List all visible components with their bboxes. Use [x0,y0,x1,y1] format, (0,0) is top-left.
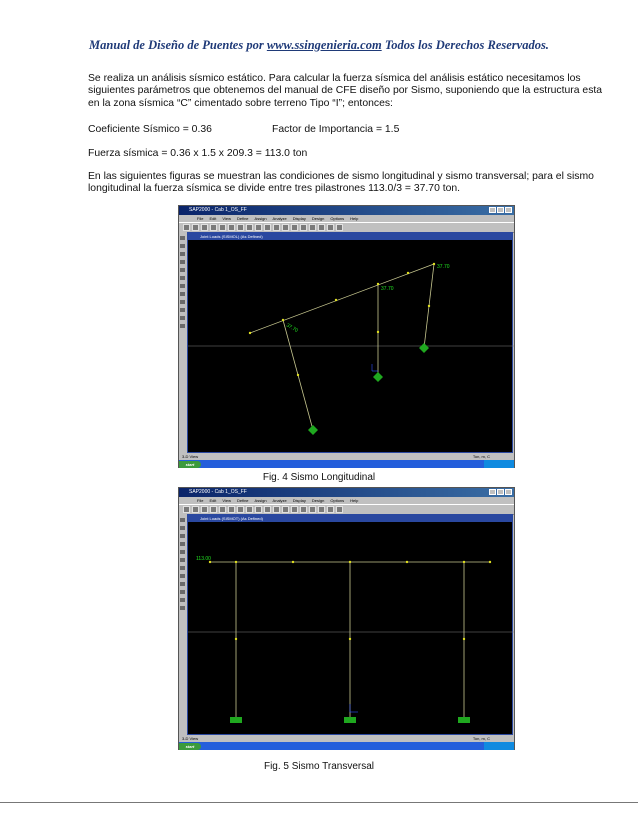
importance-factor: Factor de Importancia = 1.5 [272,124,400,135]
header-prefix: Manual de Diseño de Puentes por [89,38,267,52]
menu-design[interactable]: Design [311,498,325,503]
pane-title: Joint Loads (SISMOL) (As Defined) [188,233,512,240]
joint [349,638,351,640]
menu-define[interactable]: Define [236,498,249,503]
units-selector[interactable]: Ton, m, C [472,736,490,741]
figure-5-caption: Fig. 5 Sismo Transversal [263,761,375,772]
lock-icon[interactable] [237,506,244,513]
joint [489,561,491,563]
view-yz-icon[interactable] [309,224,316,231]
joint [463,561,465,563]
start-button[interactable]: start [179,461,201,468]
save-icon[interactable] [201,506,208,513]
draw-frame-icon[interactable] [180,244,185,248]
load-label: 37.70 [285,322,299,334]
rotate-icon[interactable] [318,506,325,513]
lock-icon[interactable] [237,224,244,231]
new-icon[interactable] [183,224,190,231]
window-title: SAP2000 - Cab 1_OS_FF [189,489,247,495]
support-icon [458,717,470,723]
joint [249,332,251,334]
menu-file[interactable]: File [197,498,204,503]
status-text: 3-D View [182,454,199,459]
save-icon[interactable] [201,224,208,231]
fy-icon[interactable] [180,590,185,594]
refresh-icon[interactable] [228,506,235,513]
minimize-button[interactable] [489,489,496,495]
menu-options[interactable]: Options [330,216,345,221]
run-icon[interactable] [246,506,253,513]
pan-icon[interactable] [273,506,280,513]
figure-4-caption: Fig. 4 Sismo Longitudinal [262,472,376,483]
view-xy-icon[interactable] [291,506,298,513]
menu-help[interactable]: Help [350,498,359,503]
menu-assign[interactable]: Assign [254,498,267,503]
status-bar [179,735,514,742]
select-all-icon[interactable] [180,268,185,272]
joint [377,331,379,333]
joint [407,272,409,274]
minimize-button[interactable] [489,207,496,213]
view-xz-icon[interactable] [300,224,307,231]
draw-area-icon[interactable] [180,534,185,538]
intersect-icon[interactable] [180,292,185,296]
fx-icon[interactable] [180,300,185,304]
seismic-coefficient: Coeficiente Sísmico = 0.36 [88,124,212,135]
seismic-force-line: Fuerza sísmica = 0.36 x 1.5 x 209.3 = 113.0 ton [88,148,308,159]
close-button[interactable] [505,207,512,213]
menu-analyze[interactable]: Analyze [272,216,287,221]
draw-area-icon[interactable] [180,252,185,256]
intersect-icon[interactable] [180,574,185,578]
support-icon [419,343,429,353]
joint [235,561,237,563]
windows-taskbar [179,460,514,468]
close-button[interactable] [505,489,512,495]
pointer-icon[interactable] [180,236,185,240]
joint [406,561,408,563]
support-icon [373,372,383,382]
joint [335,299,337,301]
window-title: SAP2000 - Cab 1_OS_FF [189,207,247,213]
view-3d-icon[interactable] [282,506,289,513]
joint [235,638,237,640]
footer-divider [0,802,638,803]
draw-joint-icon[interactable] [180,260,185,264]
select-all-icon[interactable] [180,550,185,554]
menu-view[interactable]: View [222,216,231,221]
status-bar [179,453,514,460]
fz-icon[interactable] [180,598,185,602]
units-selector[interactable]: Ton, m, C [472,454,490,459]
menu-design[interactable]: Design [311,216,325,221]
select-previous-icon[interactable] [180,558,185,562]
sap-window-fig5 [178,487,515,750]
redo-icon[interactable] [219,224,226,231]
load-label: 37.70 [437,264,450,270]
menu-view[interactable]: View [222,498,231,503]
menu-bar [179,215,514,222]
view-xy-icon[interactable] [291,224,298,231]
clear-selection-icon[interactable] [180,284,185,288]
zoom-out-icon[interactable] [264,506,271,513]
draw-frame-icon[interactable] [180,526,185,530]
joint [282,319,284,321]
joint [377,283,379,285]
draw-joint-icon[interactable] [180,542,185,546]
sap-window-fig4 [178,205,515,468]
menu-edit[interactable]: Edit [209,498,217,503]
clear-selection-icon[interactable] [180,566,185,570]
joint [463,638,465,640]
joint [428,305,430,307]
joint-loads-pane[interactable] [187,514,513,735]
zoom-in-icon[interactable] [255,506,262,513]
window-titlebar [179,206,514,215]
longitudinal-model-view [188,240,514,452]
undo-icon[interactable] [210,506,217,513]
pane-title: Joint Loads (SISMOT) (As Defined) [188,515,512,522]
menu-options[interactable]: Options [330,498,345,503]
transversal-model-view [188,522,514,734]
fx-icon[interactable] [180,582,185,586]
menu-edit[interactable]: Edit [209,216,217,221]
deck-member [250,264,434,333]
view-3d-icon[interactable] [282,224,289,231]
refresh-icon[interactable] [228,224,235,231]
zoom-in-icon[interactable] [255,224,262,231]
view-xz-icon[interactable] [300,506,307,513]
restraint-icon[interactable] [180,324,185,328]
fz-icon[interactable] [180,316,185,320]
run-icon[interactable] [246,224,253,231]
select-previous-icon[interactable] [180,276,185,280]
zoom-out-icon[interactable] [264,224,271,231]
side-toolbar [179,232,187,453]
joint [349,561,351,563]
system-tray [484,460,514,468]
joint-loads-pane[interactable] [187,232,513,453]
start-button[interactable]: start [179,743,201,750]
menu-display[interactable]: Display [292,216,306,221]
side-toolbar [179,514,187,735]
undo-icon[interactable] [210,224,217,231]
pointer-icon[interactable] [180,518,185,522]
support-icon [308,425,318,435]
support-icon [230,717,242,723]
load-label: 37.70 [381,286,394,292]
load-label: 113.00 [196,556,211,562]
menu-define[interactable]: Define [236,216,249,221]
view-yz-icon[interactable] [309,506,316,513]
parameters-line [88,124,603,136]
intro-paragraph: Se realiza un análisis sísmico estático. Para calcular la fuerza sísmica del análisis estático necesitamos los siguientes parámetros que obtenemos del manual de CFE diseño por Sismo, suponiendo que la estructura esta en la zona sísmica “C” cimentado sobre terreno Tipo “I”; entonces: [88,73,603,109]
show-deformed-icon[interactable] [327,506,334,513]
page-header [0,38,638,53]
windows-taskbar [179,742,514,750]
maximize-button[interactable] [497,489,504,495]
system-tray [484,742,514,750]
show-forces-icon[interactable] [336,224,343,231]
menu-display[interactable]: Display [292,498,306,503]
window-titlebar [179,488,514,497]
maximize-button[interactable] [497,207,504,213]
figures-intro-paragraph: En las siguientes figuras se muestran las condiciones de sismo longitudinal y sismo transversal; para el sismo longitudinal la fuerza sísmica se divide entre tres pilastrones 113.0/3 = 37.70 ton. [88,171,594,195]
header-link[interactable]: www.ssingenieria.com [266,38,382,52]
support-icon [344,717,356,723]
show-forces-icon[interactable] [336,506,343,513]
fy-icon[interactable] [180,308,185,312]
menu-analyze[interactable]: Analyze [272,498,287,503]
open-icon[interactable] [192,506,199,513]
menu-assign[interactable]: Assign [254,216,267,221]
redo-icon[interactable] [219,506,226,513]
restraint-icon[interactable] [180,606,185,610]
open-icon[interactable] [192,224,199,231]
joint [433,263,435,265]
status-text: 3-D View [182,736,199,741]
pan-icon[interactable] [273,224,280,231]
menu-bar [179,497,514,504]
menu-help[interactable]: Help [350,216,359,221]
new-icon[interactable] [183,506,190,513]
menu-file[interactable]: File [197,216,204,221]
header-suffix: Todos los Derechos Reservados. [381,38,549,52]
show-deformed-icon[interactable] [327,224,334,231]
joint [292,561,294,563]
rotate-icon[interactable] [318,224,325,231]
joint [297,374,299,376]
